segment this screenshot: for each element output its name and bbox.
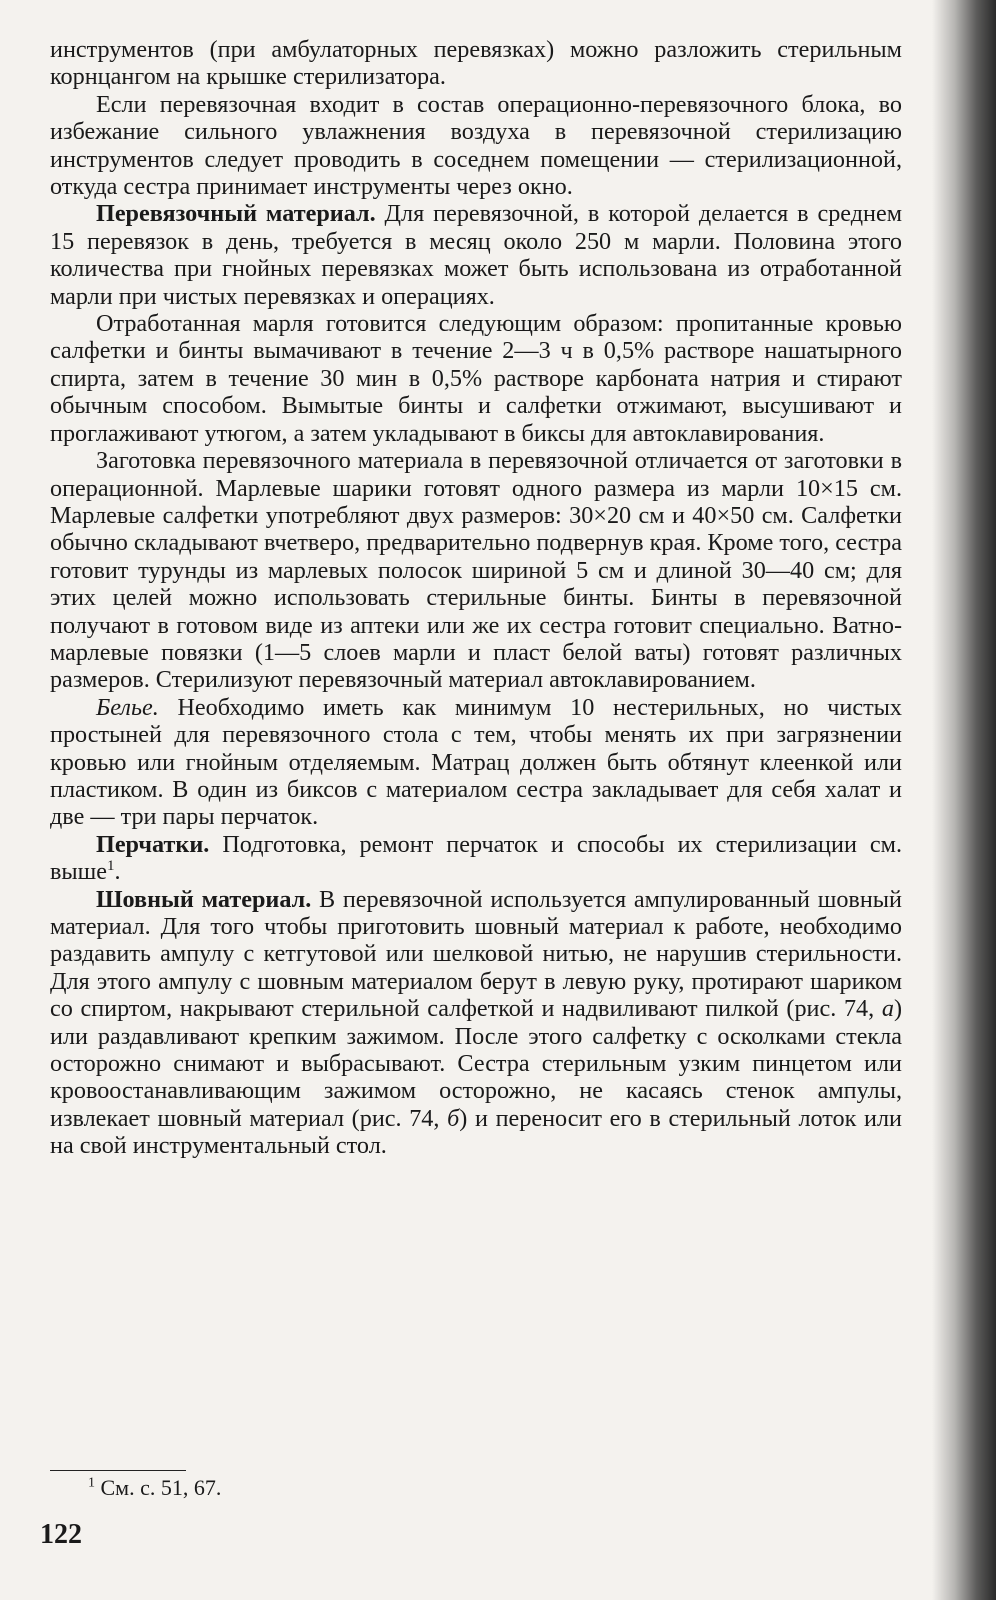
- footnote-reference: 1: [107, 858, 115, 875]
- paragraph: [50, 831, 902, 886]
- page-number: 122: [40, 1519, 82, 1550]
- run-in-heading: Перевязочный материал.: [96, 200, 376, 228]
- footnote-rule: [50, 1470, 186, 1471]
- paragraph-text: Для перевязочной, в которой делается в среднем 15 перевязок в день, требуется в месяц около 250 м марли. Половина этого количества при гнойных перевязках может быть использована из отработанной марли при чистых перевязках и операциях.: [50, 200, 903, 310]
- paragraph: [50, 36, 902, 91]
- footnote-marker: 1: [88, 1475, 95, 1491]
- paragraph-text: Заготовка перевязочного материала в перевязочной отличается от заготовки в операционной. Марлевые шарики готовят одного размера из марли 10×15 см. Марлевые салфетки употребляют двух размеров: 30×20 см и 40×50 см. Салфетки обычно складывают вчетверо, предварительно подвернув края. Кроме того, сестра готовит турунды из марлевых полосок шириной 5 см и длиной 30—40 см; для этих целей можно использовать стерильные бинты. Бинты в перевязочной получают в готовом виде из аптеки или же их сестра готовит специально. Ватно-марлевые повязки (1—5 слоев марли и пласт белой ваты) готовят различных размеров. Стерилизуют перевязочный материал автоклавированием.: [50, 447, 903, 694]
- run-in-heading: Перчатки.: [96, 830, 210, 858]
- paragraph-text: инструментов (при амбулаторных перевязках) можно разложить стерильным корнцангом на крышке стерилизатора.: [50, 36, 902, 91]
- paragraph: [50, 310, 902, 447]
- run-in-heading: Шовный материал.: [96, 885, 312, 913]
- body-text: [50, 36, 902, 1160]
- paragraph-text: .: [114, 858, 121, 886]
- paragraph: [50, 200, 902, 310]
- paragraph-text: Необходимо иметь как минимум 10 нестерильных, но чистых простыней для перевязочного стола с тем, чтобы менять их при загрязнении кровью или гнойным отделяемым. Матрац должен быть обтянут клеенкой или пластиком. В один из биксов с материалом сестра закладывает для себя халат и две — три пары перчаток.: [50, 693, 902, 831]
- paragraph-text: ) или раздавливают крепким зажимом. После этого салфетку с осколками стекла осторожно снимают и выбрасывают. Сестра стерильным узким пинцетом или кровоостанавливающим зажимом осторожно, не касаясь стенок ампулы, извлекает шовный материал (рис. 74,: [50, 995, 902, 1132]
- binding-shadow: [932, 0, 996, 1600]
- footnote: [88, 1474, 221, 1502]
- footnote-text: См. с. 51, 67.: [100, 1475, 222, 1500]
- paragraph: [50, 886, 902, 1160]
- paragraph-text: ) и переносит его в стерильный лоток или на свой инструментальный стол.: [50, 1104, 902, 1160]
- paragraph-text: Подготовка, ремонт перчаток и способы их стерилизации см. выше: [50, 830, 902, 886]
- italic-text: Белье.: [96, 693, 159, 721]
- paragraph-text: Если перевязочная входит в состав операционно-перевязочного блока, во избежание сильного увлажнения воздуха в перевязочной стерилизацию инструментов следует проводить в соседнем помещении — стерилизационной, откуда сестра принимает инструменты через окно.: [50, 90, 902, 201]
- paragraph-text: В перевязочной используется ампулированный шовный материал. Для того чтобы приготовить шовный материал к работе, необходимо раздавить ампулу с кетгутовой или шелковой нитью, не нарушив стерильности. Для этого ампулу с шовным материалом берут в левую руку, протирают шариком со спиртом, накрывают стерильной салфеткой и надвиливают пилкой (рис. 74,: [50, 885, 902, 1023]
- paragraph: [50, 694, 902, 831]
- paragraph: [50, 91, 902, 201]
- italic-text: б: [447, 1104, 460, 1132]
- paragraph: [50, 447, 902, 694]
- paragraph-text: Отработанная марля готовится следующим образом: пропитанные кровью салфетки и бинты вымачивают в течение 2—3 ч в 0,5% растворе нашатырного спирта, затем в течение 30 мин в 0,5% растворе карбоната натрия и стирают обычным способом. Вымытые бинты и салфетки отжимают, высушивают и проглаживают утюгом, а затем укладывают в биксы для автоклавирования.: [50, 310, 902, 447]
- italic-text: а: [881, 995, 894, 1023]
